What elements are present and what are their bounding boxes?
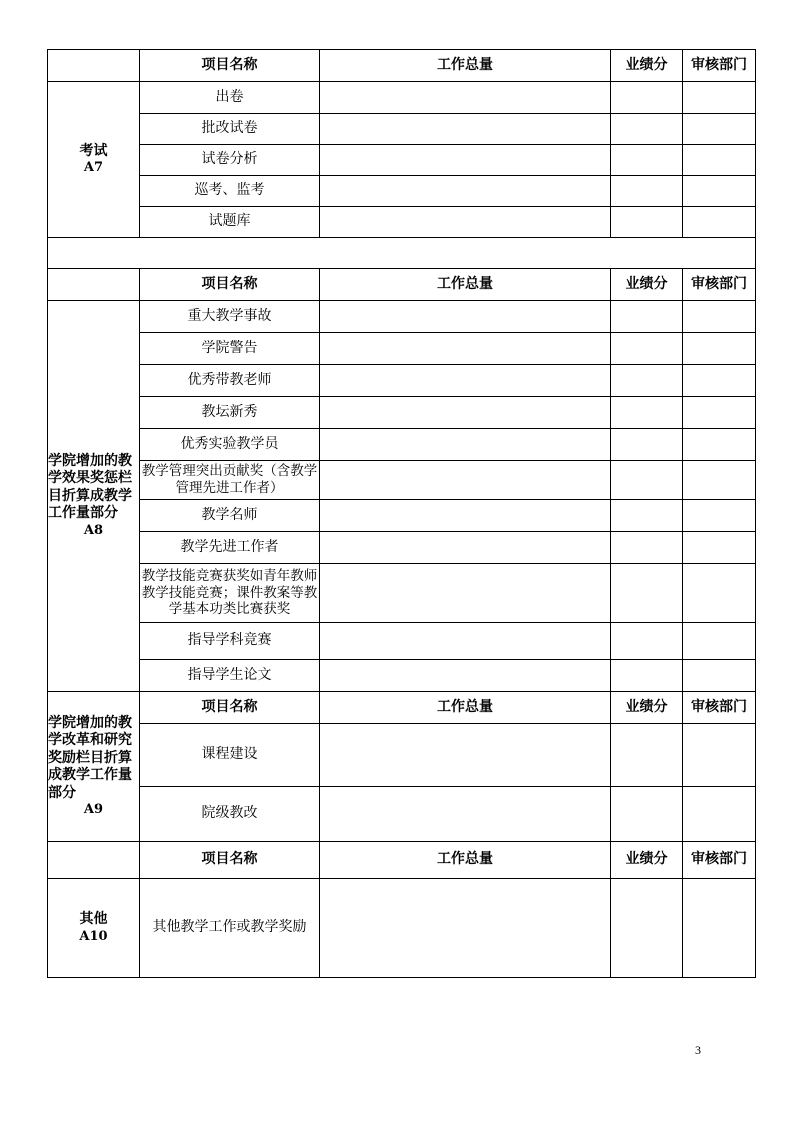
score-cell[interactable] — [611, 176, 683, 207]
header-blank-cell — [48, 50, 140, 82]
table-row — [48, 82, 756, 114]
header-item-name: 项目名称 — [140, 842, 320, 879]
score-cell[interactable] — [611, 114, 683, 145]
spacer-cell — [48, 238, 756, 269]
item-name: 课程建设 — [140, 724, 320, 787]
category-a9 — [48, 692, 140, 842]
workload-cell[interactable] — [320, 82, 611, 114]
table-row — [48, 532, 756, 564]
score-cell[interactable] — [611, 564, 683, 623]
header-item-name: 项目名称 — [140, 269, 320, 301]
score-cell[interactable] — [611, 82, 683, 114]
table-row — [48, 500, 756, 532]
score-cell[interactable] — [611, 333, 683, 365]
workload-cell[interactable] — [320, 397, 611, 429]
item-name: 院级教改 — [140, 787, 320, 842]
item-name: 教学技能竞赛获奖如青年教师教学技能竞赛；课件教案等教学基本功类比赛获奖 — [140, 564, 320, 623]
table-row — [48, 397, 756, 429]
dept-cell[interactable] — [683, 500, 756, 532]
workload-cell[interactable] — [320, 176, 611, 207]
workload-cell[interactable] — [320, 787, 611, 842]
dept-cell[interactable] — [683, 397, 756, 429]
item-name: 优秀实验教学员 — [140, 429, 320, 461]
workload-cell[interactable] — [320, 623, 611, 660]
item-name: 其他教学工作或教学奖励 — [140, 879, 320, 978]
item-name: 指导学生论文 — [140, 660, 320, 692]
dept-cell[interactable] — [683, 82, 756, 114]
header-workload: 工作总量 — [320, 50, 611, 82]
category-title: 其他 — [79, 911, 108, 928]
dept-cell[interactable] — [683, 879, 756, 978]
header-row — [48, 269, 756, 301]
workload-cell[interactable] — [320, 333, 611, 365]
category-a10 — [48, 879, 140, 978]
header-blank-cell — [48, 269, 140, 301]
category-title: 学院增加的教学改革和研究奖励栏目折算成教学工作量部分 — [48, 714, 132, 801]
header-dept: 审核部门 — [683, 692, 756, 724]
workload-cell[interactable] — [320, 461, 611, 500]
category-a7 — [48, 82, 140, 238]
category-a8 — [48, 301, 140, 692]
item-name: 试卷分析 — [140, 145, 320, 176]
workload-cell[interactable] — [320, 724, 611, 787]
table-row — [48, 879, 756, 978]
item-name: 教学管理突出贡献奖（含教学管理先进工作者） — [140, 461, 320, 500]
workload-cell[interactable] — [320, 114, 611, 145]
workload-table — [47, 49, 756, 978]
workload-cell[interactable] — [320, 532, 611, 564]
score-cell[interactable] — [611, 145, 683, 176]
dept-cell[interactable] — [683, 176, 756, 207]
workload-cell[interactable] — [320, 879, 611, 978]
item-name: 教学名师 — [140, 500, 320, 532]
table-row — [48, 461, 756, 500]
score-cell[interactable] — [611, 429, 683, 461]
header-item-name: 项目名称 — [140, 50, 320, 82]
item-name: 优秀带教老师 — [140, 365, 320, 397]
header-score: 业绩分 — [611, 50, 683, 82]
header-dept: 审核部门 — [683, 842, 756, 879]
header-score: 业绩分 — [611, 269, 683, 301]
item-name: 出卷 — [140, 82, 320, 114]
table-row — [48, 660, 756, 692]
table-row — [48, 787, 756, 842]
score-cell[interactable] — [611, 301, 683, 333]
item-name: 学院警告 — [140, 333, 320, 365]
dept-cell[interactable] — [683, 429, 756, 461]
item-name: 指导学科竞赛 — [140, 623, 320, 660]
score-cell[interactable] — [611, 500, 683, 532]
workload-cell[interactable] — [320, 365, 611, 397]
dept-cell[interactable] — [683, 365, 756, 397]
dept-cell[interactable] — [683, 301, 756, 333]
dept-cell[interactable] — [683, 623, 756, 660]
dept-cell[interactable] — [683, 207, 756, 238]
dept-cell[interactable] — [683, 564, 756, 623]
dept-cell[interactable] — [683, 114, 756, 145]
table-row — [48, 176, 756, 207]
workload-cell[interactable] — [320, 145, 611, 176]
item-name: 试题库 — [140, 207, 320, 238]
table-row — [48, 301, 756, 333]
header-dept: 审核部门 — [683, 50, 756, 82]
table-row — [48, 623, 756, 660]
score-cell[interactable] — [611, 660, 683, 692]
score-cell[interactable] — [611, 879, 683, 978]
header-blank-cell — [48, 842, 140, 879]
item-name: 巡考、监考 — [140, 176, 320, 207]
header-item-name: 项目名称 — [140, 692, 320, 724]
header-workload: 工作总量 — [320, 692, 611, 724]
category-code: A10 — [79, 928, 108, 944]
dept-cell[interactable] — [683, 660, 756, 692]
table-row — [48, 145, 756, 176]
workload-cell[interactable] — [320, 207, 611, 238]
header-workload: 工作总量 — [320, 269, 611, 301]
item-name: 教坛新秀 — [140, 397, 320, 429]
spacer-row — [48, 238, 756, 269]
header-workload: 工作总量 — [320, 842, 611, 879]
header-score: 业绩分 — [611, 692, 683, 724]
category-code: A7 — [83, 160, 104, 176]
category-title: 考试 — [79, 142, 108, 159]
score-cell[interactable] — [611, 207, 683, 238]
workload-cell[interactable] — [320, 500, 611, 532]
header-row — [48, 692, 756, 724]
dept-cell[interactable] — [683, 787, 756, 842]
score-cell[interactable] — [611, 365, 683, 397]
header-row — [48, 50, 756, 82]
item-name: 重大教学事故 — [140, 301, 320, 333]
dept-cell[interactable] — [683, 333, 756, 365]
dept-cell[interactable] — [683, 532, 756, 564]
header-dept: 审核部门 — [683, 269, 756, 301]
table-row — [48, 333, 756, 365]
table-row — [48, 114, 756, 145]
category-title: 学院增加的教学效果奖惩栏目折算成教学工作量部分 — [48, 452, 132, 522]
table-row — [48, 724, 756, 787]
score-cell[interactable] — [611, 787, 683, 842]
category-code: A8 — [83, 522, 104, 538]
score-cell[interactable] — [611, 461, 683, 500]
score-cell[interactable] — [611, 397, 683, 429]
item-name: 批改试卷 — [140, 114, 320, 145]
table-row — [48, 207, 756, 238]
score-cell[interactable] — [611, 724, 683, 787]
workload-cell[interactable] — [320, 660, 611, 692]
item-name: 教学先进工作者 — [140, 532, 320, 564]
header-row — [48, 842, 756, 879]
page-number: 3 — [695, 1043, 701, 1057]
workload-cell[interactable] — [320, 429, 611, 461]
category-code: A9 — [83, 802, 104, 818]
workload-cell[interactable] — [320, 301, 611, 333]
table-row — [48, 564, 756, 623]
header-score: 业绩分 — [611, 842, 683, 879]
table-row — [48, 365, 756, 397]
table-row — [48, 429, 756, 461]
score-cell[interactable] — [611, 623, 683, 660]
score-cell[interactable] — [611, 532, 683, 564]
dept-cell[interactable] — [683, 724, 756, 787]
dept-cell[interactable] — [683, 461, 756, 500]
workload-cell[interactable] — [320, 564, 611, 623]
dept-cell[interactable] — [683, 145, 756, 176]
